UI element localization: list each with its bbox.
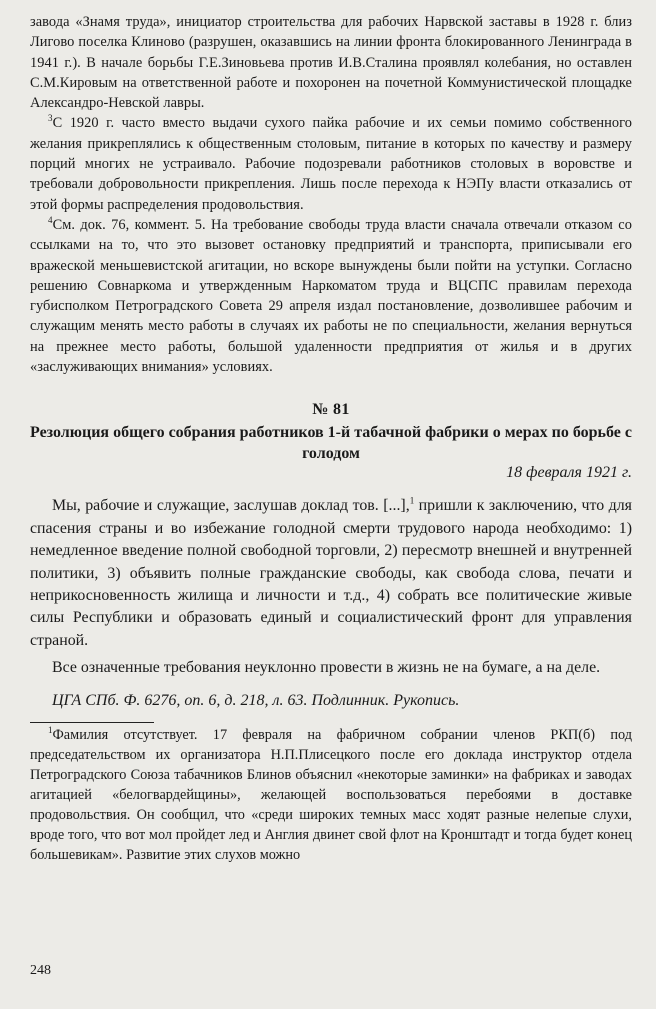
footnote	[30, 725, 632, 866]
document-date: 18 февраля 1921 г.	[506, 464, 632, 482]
note-marker: 3	[48, 113, 53, 124]
paragraph-text: Мы, рабочие и служащие, заслушав доклад тов. [...],	[52, 497, 410, 515]
paragraph-text: пришли к заключению, что для спасения страны и во избежание голодной смерти трудового народа необходимо: 1) немедленное введение полной свободной торговли, 2) пересмотр внешней и внутренней политики, 3) объявить полные гражданские свободы, как свобода слова, печати и неприкосновенность жилища и личности и т.д., 4) собрать все политические живые силы Республики и образовать единый и социалистический фронт для управления страной.	[30, 497, 632, 649]
commentary-note-4	[30, 215, 632, 377]
footnote-reference: 1	[409, 496, 415, 507]
commentary-continuation: завода «Знамя труда», инициатор строительства для рабочих Нарвской заставы в 1928 г. близ Лигово поселка Клиново (разрушен, оказавшись на линии фронта блокированного Ленинграда в 1941 г.). В начале борьбы Г.Е.Зиновьева против И.В.Сталина проявлял колебания, но оставлен С.М.Кировым на ответственной работе и похоронен на почетной Коммунистической площадке Александро-Невской лавры.	[30, 14, 632, 112]
body-paragraph	[30, 495, 632, 652]
note-text: См. док. 76, коммент. 5. На требование свободы труда власти сначала отвечали отказом со ссылками на то, что это вызовет остановку предприятий и транспорта, приписывали его вражеской меньшевистской агитации, но вскоре вынуждены были пойти на уступки. Согласно решению Совнаркома и утвержденным Наркоматом труда и ВЦСПС правилам перехода губисполком Петроградского Совета 29 апреля издал постановление, дозволившее рабочим и служащим менять место работы в случаях их работы не по специальности, желания вернуться на прежнее место работы, большой удаленности предприятия от жилья и в других «заслуживающих внимания» условиях.	[30, 216, 632, 376]
footnote-marker: 1	[48, 724, 53, 735]
commentary-note-3	[30, 113, 632, 214]
document-body	[30, 495, 632, 679]
page-number: 248	[30, 963, 51, 978]
note-marker: 4	[48, 215, 53, 226]
commentary-notes	[30, 12, 632, 377]
footnote-divider	[30, 722, 154, 723]
footnote-text: Фамилия отсутствует. 17 февраля на фабричном собрании членов РКП(б) под председательством их организатора Н.П.Плисецкого после его доклада инструктор отдела Петроградского Союза табачников Блинов объяснил «некоторые заминки» на фабриках и заводах агитацией «белогвардейщины», желающей воспользоваться перебоями в доставке продовольствия. Он сообщил, что «среди широких темных масс ходят разные нелепые слухи, вроде того, что вот мол пройдет лед и Англия двинет свой флот на Кронштадт и тогда будет конец большевикам». Развитие этих слухов можно	[30, 726, 632, 864]
body-paragraph: Все означенные требования неуклонно провести в жизнь не на бумаге, а на деле.	[52, 659, 601, 677]
note-text: С 1920 г. часто вместо выдачи сухого пайка рабочие и их семьи помимо собственного желания прикреплялись к общественным столовым, питание в которых по качеству и размеру порций многих не устраивало. Рабочие подозревали работников столовых в воровстве и требовали добровольности прикрепления. Лишь после перехода к НЭПу власти отказались от этой формы распределения продовольствия.	[30, 115, 632, 213]
archival-source: ЦГА СПб. Ф. 6276, оп. 6, д. 218, л. 63. Подлинник. Рукопись.	[52, 691, 460, 709]
document-title: Резолюция общего собрания работников 1-й табачной фабрики о мерах по борьбе с голодом	[30, 424, 632, 463]
document-number: № 81	[312, 401, 350, 419]
